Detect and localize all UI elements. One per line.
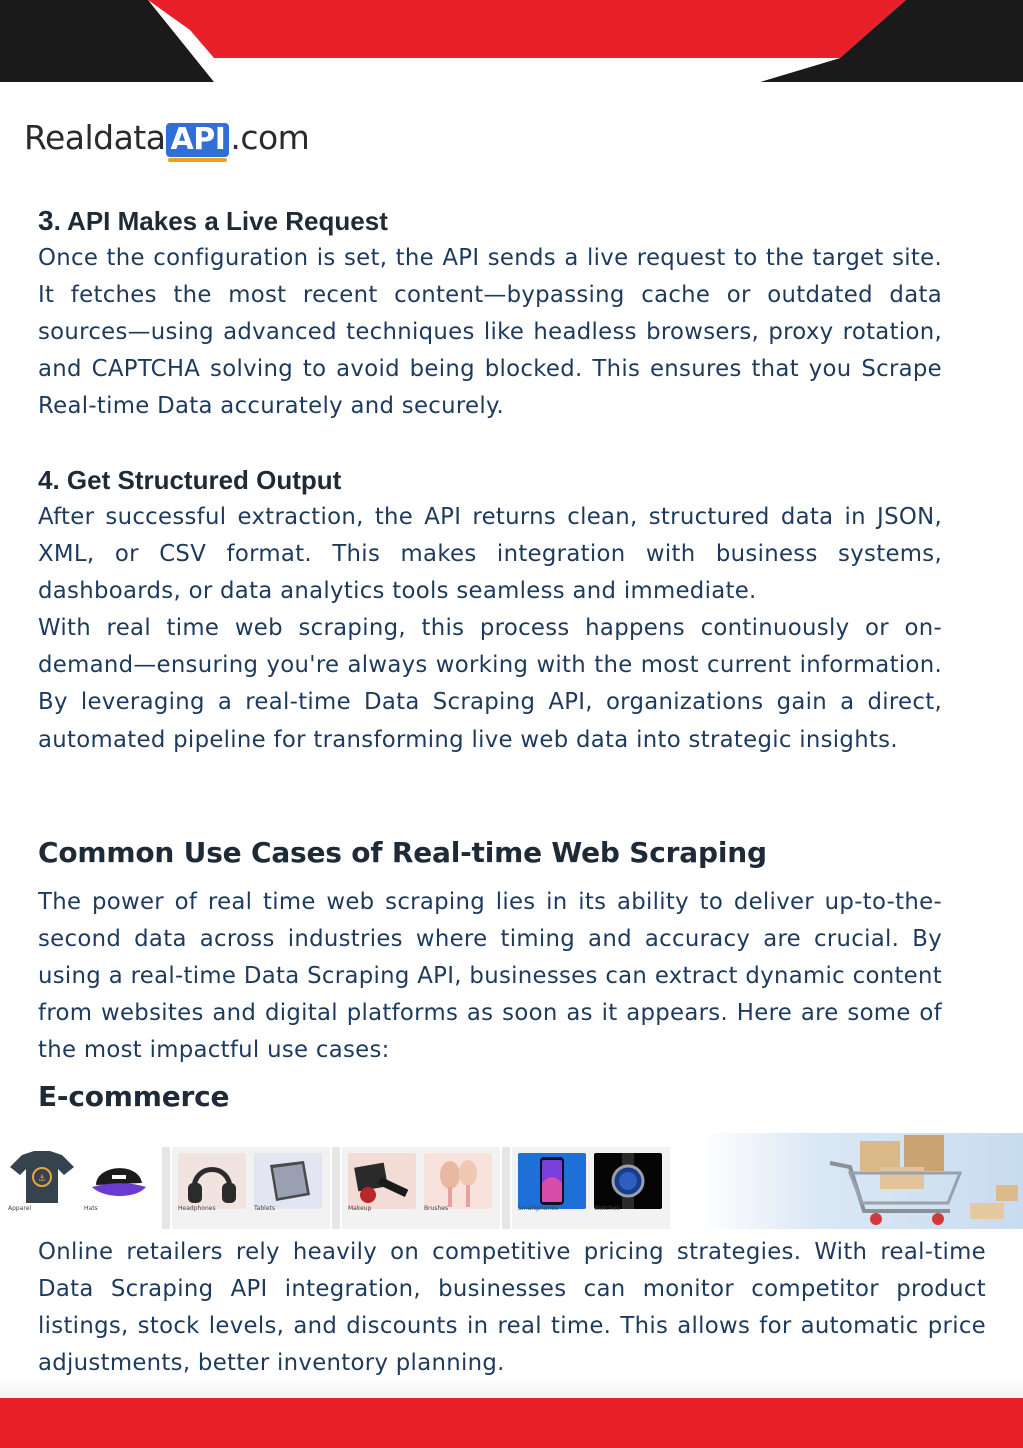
footer-band (0, 1398, 1023, 1448)
use-cases-intro: The power of real time web scraping lies in its ability to deliver up-to-the-second data across industries where timing and accuracy are crucial. By using a real-time Data Scraping API, businesses can extract dynamic content from websites and digital platforms as soon as it appears. Here are some of the most impactful use cases: (38, 889, 942, 1064)
product-label: Hats (84, 1205, 98, 1212)
product-label: Makeup (348, 1205, 372, 1212)
logo-text-left: Realdata (24, 118, 166, 157)
ecommerce-heading: E-commerce (38, 1080, 230, 1114)
banner-separator (162, 1147, 170, 1229)
section-4-heading: 4. Get Structured Output (38, 465, 342, 495)
use-cases-heading: Common Use Cases of Real-time Web Scraping (38, 836, 767, 869)
makeup-icon (348, 1153, 416, 1209)
product-label: Watches (594, 1205, 620, 1212)
section-3-heading (38, 202, 942, 240)
footer-fade (0, 1376, 1023, 1398)
tshirt-icon (8, 1149, 76, 1205)
headphones-icon (178, 1153, 246, 1209)
banner-separator (332, 1147, 340, 1229)
product-label: Apparel (8, 1205, 32, 1212)
brushes-icon (424, 1153, 492, 1209)
product-label: Brushes (424, 1205, 449, 1212)
smartphone-icon (518, 1153, 586, 1209)
brand-logo (24, 113, 309, 157)
section-4-body-2: With real time web scraping, this process happens continuously or on-demand—ensuring you're always working with the most current information. By leveraging a real-time Data Scraping API, organizations gain a direct, automated pipeline for transforming live web data into strategic insights. (38, 615, 942, 753)
ecommerce-banner (0, 1133, 1023, 1229)
banner-separator (502, 1147, 510, 1229)
section-4 (38, 462, 942, 759)
logo-api-badge: API (166, 123, 229, 157)
section-4-body: After successful extraction, the API returns clean, structured data in JSON, XML, or CSV format. This makes integration with business systems, dashboards, or data analytics tools seamless and immediate. (38, 504, 942, 605)
product-label: Headphones (178, 1205, 216, 1212)
svg-text:⚓: ⚓ (37, 1174, 47, 1184)
header-band (0, 0, 1023, 82)
product-label: Tablets (254, 1205, 275, 1212)
section-3-title: . API Makes a Live Request (53, 206, 388, 236)
section-3-body: Once the configuration is set, the API sends a live request to the target site. It fetches the most recent content—bypassing cache or outdated data sources—using advanced techniques like headless browsers, proxy rotation, and CAPTCHA solving to avoid being blocked. This ensures that you Scrape Real-time Data accurately and securely. (38, 245, 942, 420)
cap-icon (84, 1151, 152, 1207)
logo-text-right: .com (230, 118, 310, 157)
ecommerce-body: Online retailers rely heavily on competitive pricing strategies. With real-time Data Scraping API integration, businesses can monitor competitor product listings, stock levels, and discounts in real time. This allows for automatic price adjustments, better inventory planning. (38, 1239, 986, 1377)
section-3 (38, 202, 942, 425)
product-label: Smartphones (518, 1205, 559, 1212)
tablet-icon (254, 1153, 322, 1209)
ecommerce-section (38, 1234, 986, 1382)
section-3-number: 3 (38, 205, 54, 236)
shopping-cart-icon (820, 1133, 1023, 1229)
watch-icon (594, 1153, 662, 1209)
use-cases-section (38, 833, 942, 1117)
